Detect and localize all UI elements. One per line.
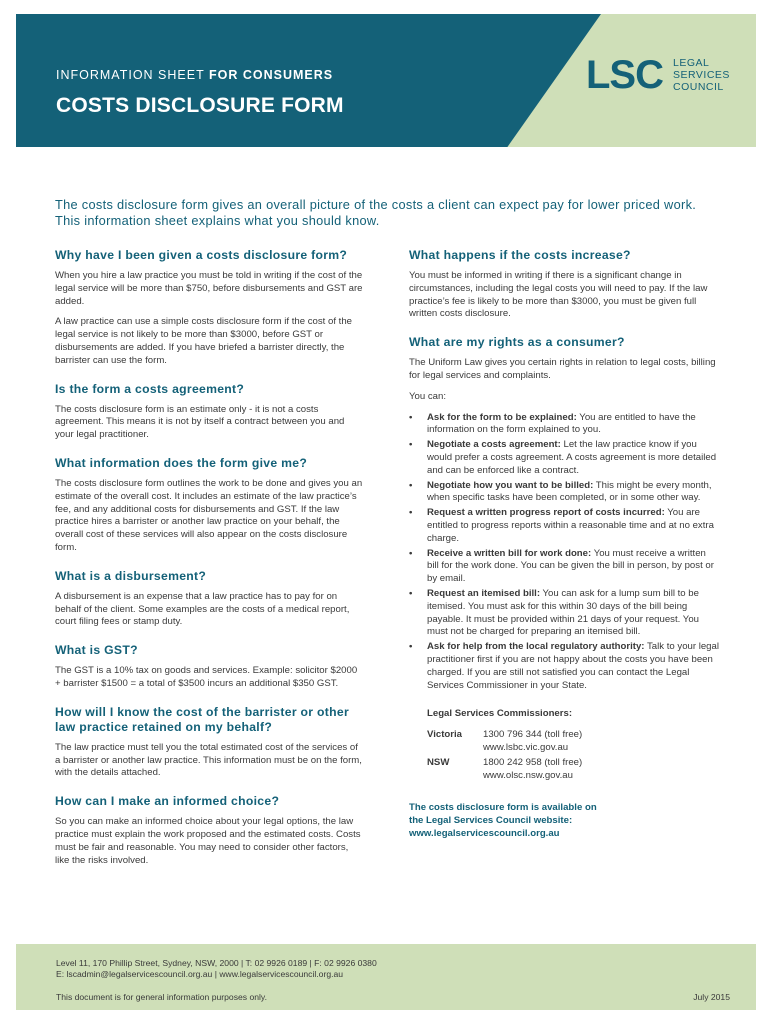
commissioner-details xyxy=(483,757,582,783)
rights-list-item xyxy=(409,548,719,586)
rights-list-item xyxy=(409,480,719,506)
section-information xyxy=(55,456,365,555)
left-column xyxy=(55,248,365,881)
section-barrister-cost xyxy=(55,705,365,780)
logo-words xyxy=(673,57,730,93)
section-text: A disbursement is an expense that a law practice has to pay for on behalf of the client. Some examples are the costs of a medical report, court filing fees or stamp duty. xyxy=(55,590,350,628)
lsc-logo xyxy=(586,52,756,110)
header-banner xyxy=(16,14,756,147)
section-heading: What information does the form give me? xyxy=(55,455,308,470)
section-heading: How can I make an informed choice? xyxy=(55,794,280,809)
commissioner-phone: 1300 796 344 (toll free) xyxy=(483,729,583,741)
logo-word-council: COUNCIL xyxy=(673,81,724,93)
section-costs-agreement xyxy=(55,382,365,442)
section-heading: What are my rights as a consumer? xyxy=(409,335,625,350)
bullet-icon: • xyxy=(409,439,413,451)
bullet-icon: • xyxy=(409,587,413,599)
section-text: You can: xyxy=(409,390,446,402)
bullet-icon: • xyxy=(409,411,413,423)
info-sheet-suffix: FOR CONSUMERS xyxy=(208,68,334,82)
rights-lead: Negotiate a costs agreement: xyxy=(427,439,561,451)
rights-list-item xyxy=(409,641,719,692)
footer-address-block xyxy=(56,958,377,980)
section-text: The costs disclosure form outlines the work to be done and gives you an estimate of the overall cost. It includes an estimate of the law practice’s fee, and any additional costs for disbursements and GST. If the law practice hires a barrister or another law practice on your behalf, the overall cost of these services will also appear on the costs disclosure form. xyxy=(55,477,363,553)
section-informed-choice xyxy=(55,794,365,867)
bullet-icon: • xyxy=(409,479,413,491)
rights-text: You can ask for a lump sum bill to be itemised. You must ask for this within 30 days of the bill being payable. It must be provided within 21 days of your request. You must not be charged for preparing an itemised bill. xyxy=(427,587,699,638)
rights-lead: Ask for the form to be explained: xyxy=(427,411,577,423)
availability-line: The costs disclosure form is available on xyxy=(409,802,597,814)
bullet-icon: • xyxy=(409,507,413,519)
section-gst xyxy=(55,643,365,691)
page-title: COSTS DISCLOSURE FORM xyxy=(56,94,344,117)
logo-mark: LSC xyxy=(586,53,663,97)
commissioner-website[interactable]: www.lsbc.vic.gov.au xyxy=(483,741,569,753)
section-heading: What is a disbursement? xyxy=(55,568,207,583)
rights-list xyxy=(409,412,719,693)
section-disbursement xyxy=(55,569,365,629)
rights-lead: Ask for help from the local regulatory authority: xyxy=(427,641,645,653)
rights-text: Let the law practice know if you would prefer a costs agreement. A costs agreement is more detailed and can be enforced like a contract. xyxy=(427,439,717,476)
rights-list-item xyxy=(409,507,719,545)
commissioner-row-victoria xyxy=(427,729,719,755)
info-sheet-label xyxy=(56,68,333,82)
section-rights xyxy=(409,335,719,692)
commissioner-row-nsw xyxy=(427,757,719,783)
section-heading: Why have I been given a costs disclosure form? xyxy=(55,248,348,262)
commissioner-state: NSW xyxy=(427,756,450,768)
rights-text: Talk to your legal practitioner first if you are not happy about the costs you have been charged. If you are still not satisfied you can contact the Legal Services Commissioner in your State. xyxy=(427,641,719,691)
section-text: The costs disclosure form is an estimate only - it is not a costs agreement. This means it is not by itself a contract between you and your legal practitioner. xyxy=(55,403,345,441)
section-text: The GST is a 10% tax on goods and services. Example: solicitor $2000 + barrister $1500 = a total of $3500 incurs an additional $350 GST. xyxy=(55,665,358,689)
availability-website-link[interactable]: www.legalservicescouncil.org.au xyxy=(409,827,560,839)
bullet-icon: • xyxy=(409,641,413,653)
section-heading: How will I know the cost of the barrister or other law practice retained on my behalf? xyxy=(55,704,349,734)
rights-text: This might be every month, when specific tasks have been completed, or in some other way. xyxy=(427,479,712,504)
section-heading: What happens if the costs increase? xyxy=(409,248,631,262)
section-text: When you hire a law practice you must be told in writing if the cost of the legal service will be more than $750, before disbursements and GST are added. xyxy=(55,270,363,307)
section-text: A law practice can use a simple costs disclosure form if the cost of the legal service is not likely to be more than $3000, before GST or disbursements are added. If you have briefed a barrister directly, the barrister can use the form. xyxy=(55,316,353,366)
rights-lead: Negotiate how you want to be billed: xyxy=(427,479,594,491)
rights-text: You must receive a written bill for the work done. You can be given the bill in person, by post or by email. xyxy=(427,547,714,585)
commissioners-block xyxy=(427,708,719,782)
availability-line: the Legal Services Council website: xyxy=(409,815,573,827)
section-why-given xyxy=(55,248,365,368)
intro-paragraph: The costs disclosure form gives an overall picture of the costs a client can expect pay for lower priced work. This information sheet explains what you should know. xyxy=(55,197,697,228)
logo-word-legal: LEGAL xyxy=(673,57,710,69)
commissioner-phone: 1800 242 958 (toll free) xyxy=(483,756,583,768)
info-sheet-prefix: INFORMATION SHEET xyxy=(56,68,205,82)
section-text: So you can make an informed choice about your legal options, the law practice must explain the work proposed and the estimated costs. Costs must be fair and reasonable. You may need to consider other factors, like the risks involved. xyxy=(55,816,361,866)
section-text: The Uniform Law gives you certain rights in relation to legal costs, billing for legal services and complaints. xyxy=(409,357,716,381)
section-costs-increase xyxy=(409,248,719,321)
rights-lead: Request a written progress report of costs incurred: xyxy=(427,507,665,519)
rights-text: You are entitled to progress reports within a reasonable time and at no extra charge. xyxy=(427,507,714,544)
footer-disclaimer: This document is for general information purposes only. xyxy=(56,992,267,1002)
section-text: The law practice must tell you the total estimated cost of the services of a barrister or another law practice. This information must be on the form, with the details attached. xyxy=(55,741,362,779)
rights-list-item xyxy=(409,412,719,438)
rights-text: You are entitled to have the information on the form explained to you. xyxy=(427,411,696,436)
rights-list-item xyxy=(409,439,719,477)
section-text: You must be informed in writing if there is a significant change in circumstances, including the legal costs you will need to pay. If the law practice’s fee is likely to be more than $3000, you must be given full written costs disclosure. xyxy=(409,270,708,320)
commissioner-details xyxy=(483,729,582,755)
bullet-icon: • xyxy=(409,547,413,559)
logo-word-services: SERVICES xyxy=(673,69,730,81)
section-heading: What is GST? xyxy=(55,643,138,658)
form-availability-note xyxy=(409,802,719,840)
commissioner-state: Victoria xyxy=(427,729,463,741)
section-heading: Is the form a costs agreement? xyxy=(55,381,245,396)
rights-lead: Receive a written bill for work done: xyxy=(427,547,592,559)
footer-date: July 2015 xyxy=(693,992,730,1002)
right-column xyxy=(409,248,719,841)
footer-address: Level 11, 170 Phillip Street, Sydney, NSW, 2000 | T: 02 9926 0189 | F: 02 9926 0380 xyxy=(56,958,377,968)
commissioner-website[interactable]: www.olsc.nsw.gov.au xyxy=(483,769,573,781)
rights-list-item xyxy=(409,588,719,639)
footer-bar xyxy=(16,944,756,1010)
commissioners-title: Legal Services Commissioners: xyxy=(427,708,573,720)
rights-lead: Request an itemised bill: xyxy=(427,587,541,599)
footer-contact[interactable]: E: lscadmin@legalservicescouncil.org.au | www.legalservicescouncil.org.au xyxy=(56,969,344,979)
